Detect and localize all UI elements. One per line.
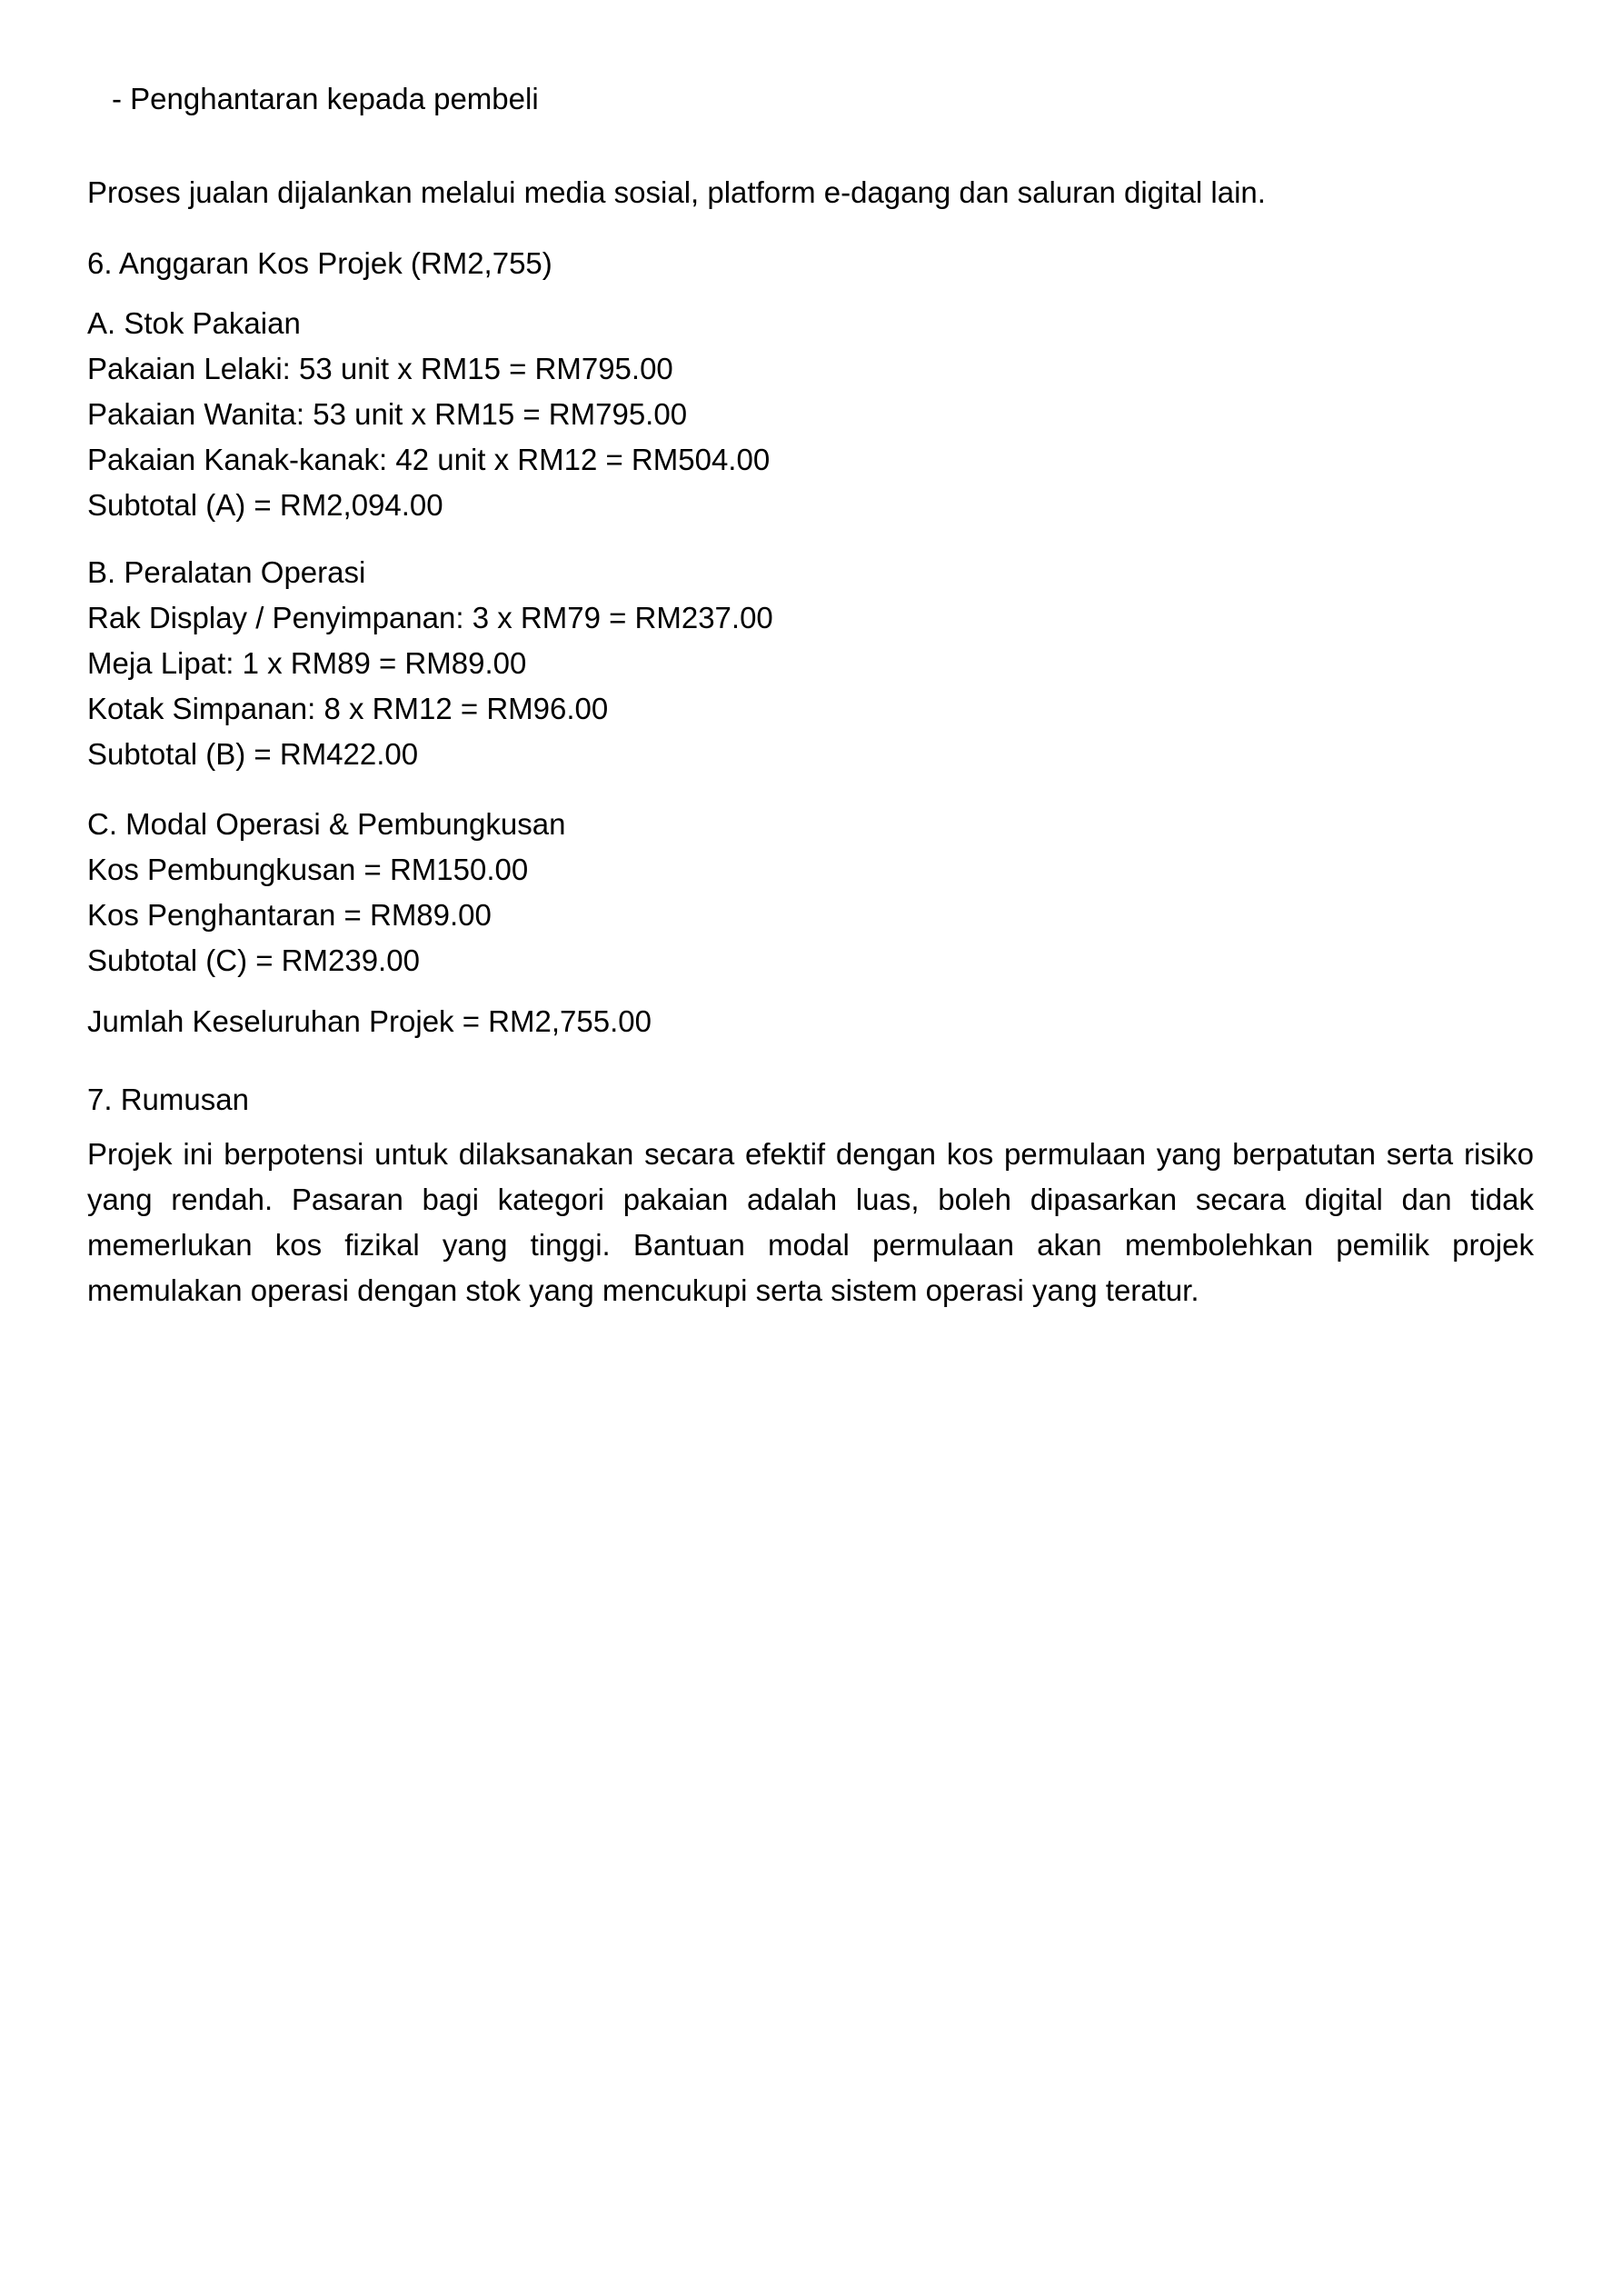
project-total-line: Jumlah Keseluruhan Projek = RM2,755.00 xyxy=(87,1004,652,1038)
doc-line: Subtotal (A) = RM2,094.00 xyxy=(87,488,443,522)
doc-line: Pakaian Lelaki: 53 unit x RM15 = RM795.00 xyxy=(87,352,673,385)
doc-line: Meja Lipat: 1 x RM89 = RM89.00 xyxy=(87,646,527,680)
capital-cost-list xyxy=(87,847,1534,983)
summary-heading: 7. Rumusan xyxy=(87,1083,249,1116)
delivery-to-buyer-line: - Penghantaran kepada pembeli xyxy=(112,82,539,115)
summary-paragraph: Projek ini berpotensi untuk dilaksanakan secara efektif dengan kos permulaan yang berpatutan serta risiko yang rendah. Pasaran bagi kategori pakaian adalah luas, boleh dipasarkan secara digital dan tidak memerlukan kos fizikal yang tinggi. Bantuan modal permulaan akan membolehkan pemilik projek memulakan operasi dengan stok yang mencukupi serta sistem operasi yang teratur. xyxy=(87,1137,1534,1307)
doc-line: Kotak Simpanan: 8 x RM12 = RM96.00 xyxy=(87,692,609,725)
cost-estimate-heading: 6. Anggaran Kos Projek (RM2,755) xyxy=(87,246,552,280)
equipment-section-heading: B. Peralatan Operasi xyxy=(87,555,366,589)
equipment-cost-list xyxy=(87,595,1534,777)
doc-line: Pakaian Wanita: 53 unit x RM15 = RM795.00 xyxy=(87,397,688,431)
capital-packaging-section-heading: C. Modal Operasi & Pembungkusan xyxy=(87,807,566,841)
doc-line: Pakaian Kanak-kanak: 42 unit x RM12 = RM504.00 xyxy=(87,443,771,476)
doc-line: Subtotal (B) = RM422.00 xyxy=(87,737,419,771)
doc-line: Kos Pembungkusan = RM150.00 xyxy=(87,853,529,886)
stock-section-heading: A. Stok Pakaian xyxy=(87,306,301,340)
stock-cost-list xyxy=(87,346,1534,528)
doc-line: Rak Display / Penyimpanan: 3 x RM79 = RM237.00 xyxy=(87,601,773,634)
doc-line: Subtotal (C) = RM239.00 xyxy=(87,943,420,977)
sales-process-paragraph: Proses jualan dijalankan melalui media sosial, platform e-dagang dan saluran digital lain. xyxy=(87,175,1266,209)
doc-line: Kos Penghantaran = RM89.00 xyxy=(87,898,492,932)
